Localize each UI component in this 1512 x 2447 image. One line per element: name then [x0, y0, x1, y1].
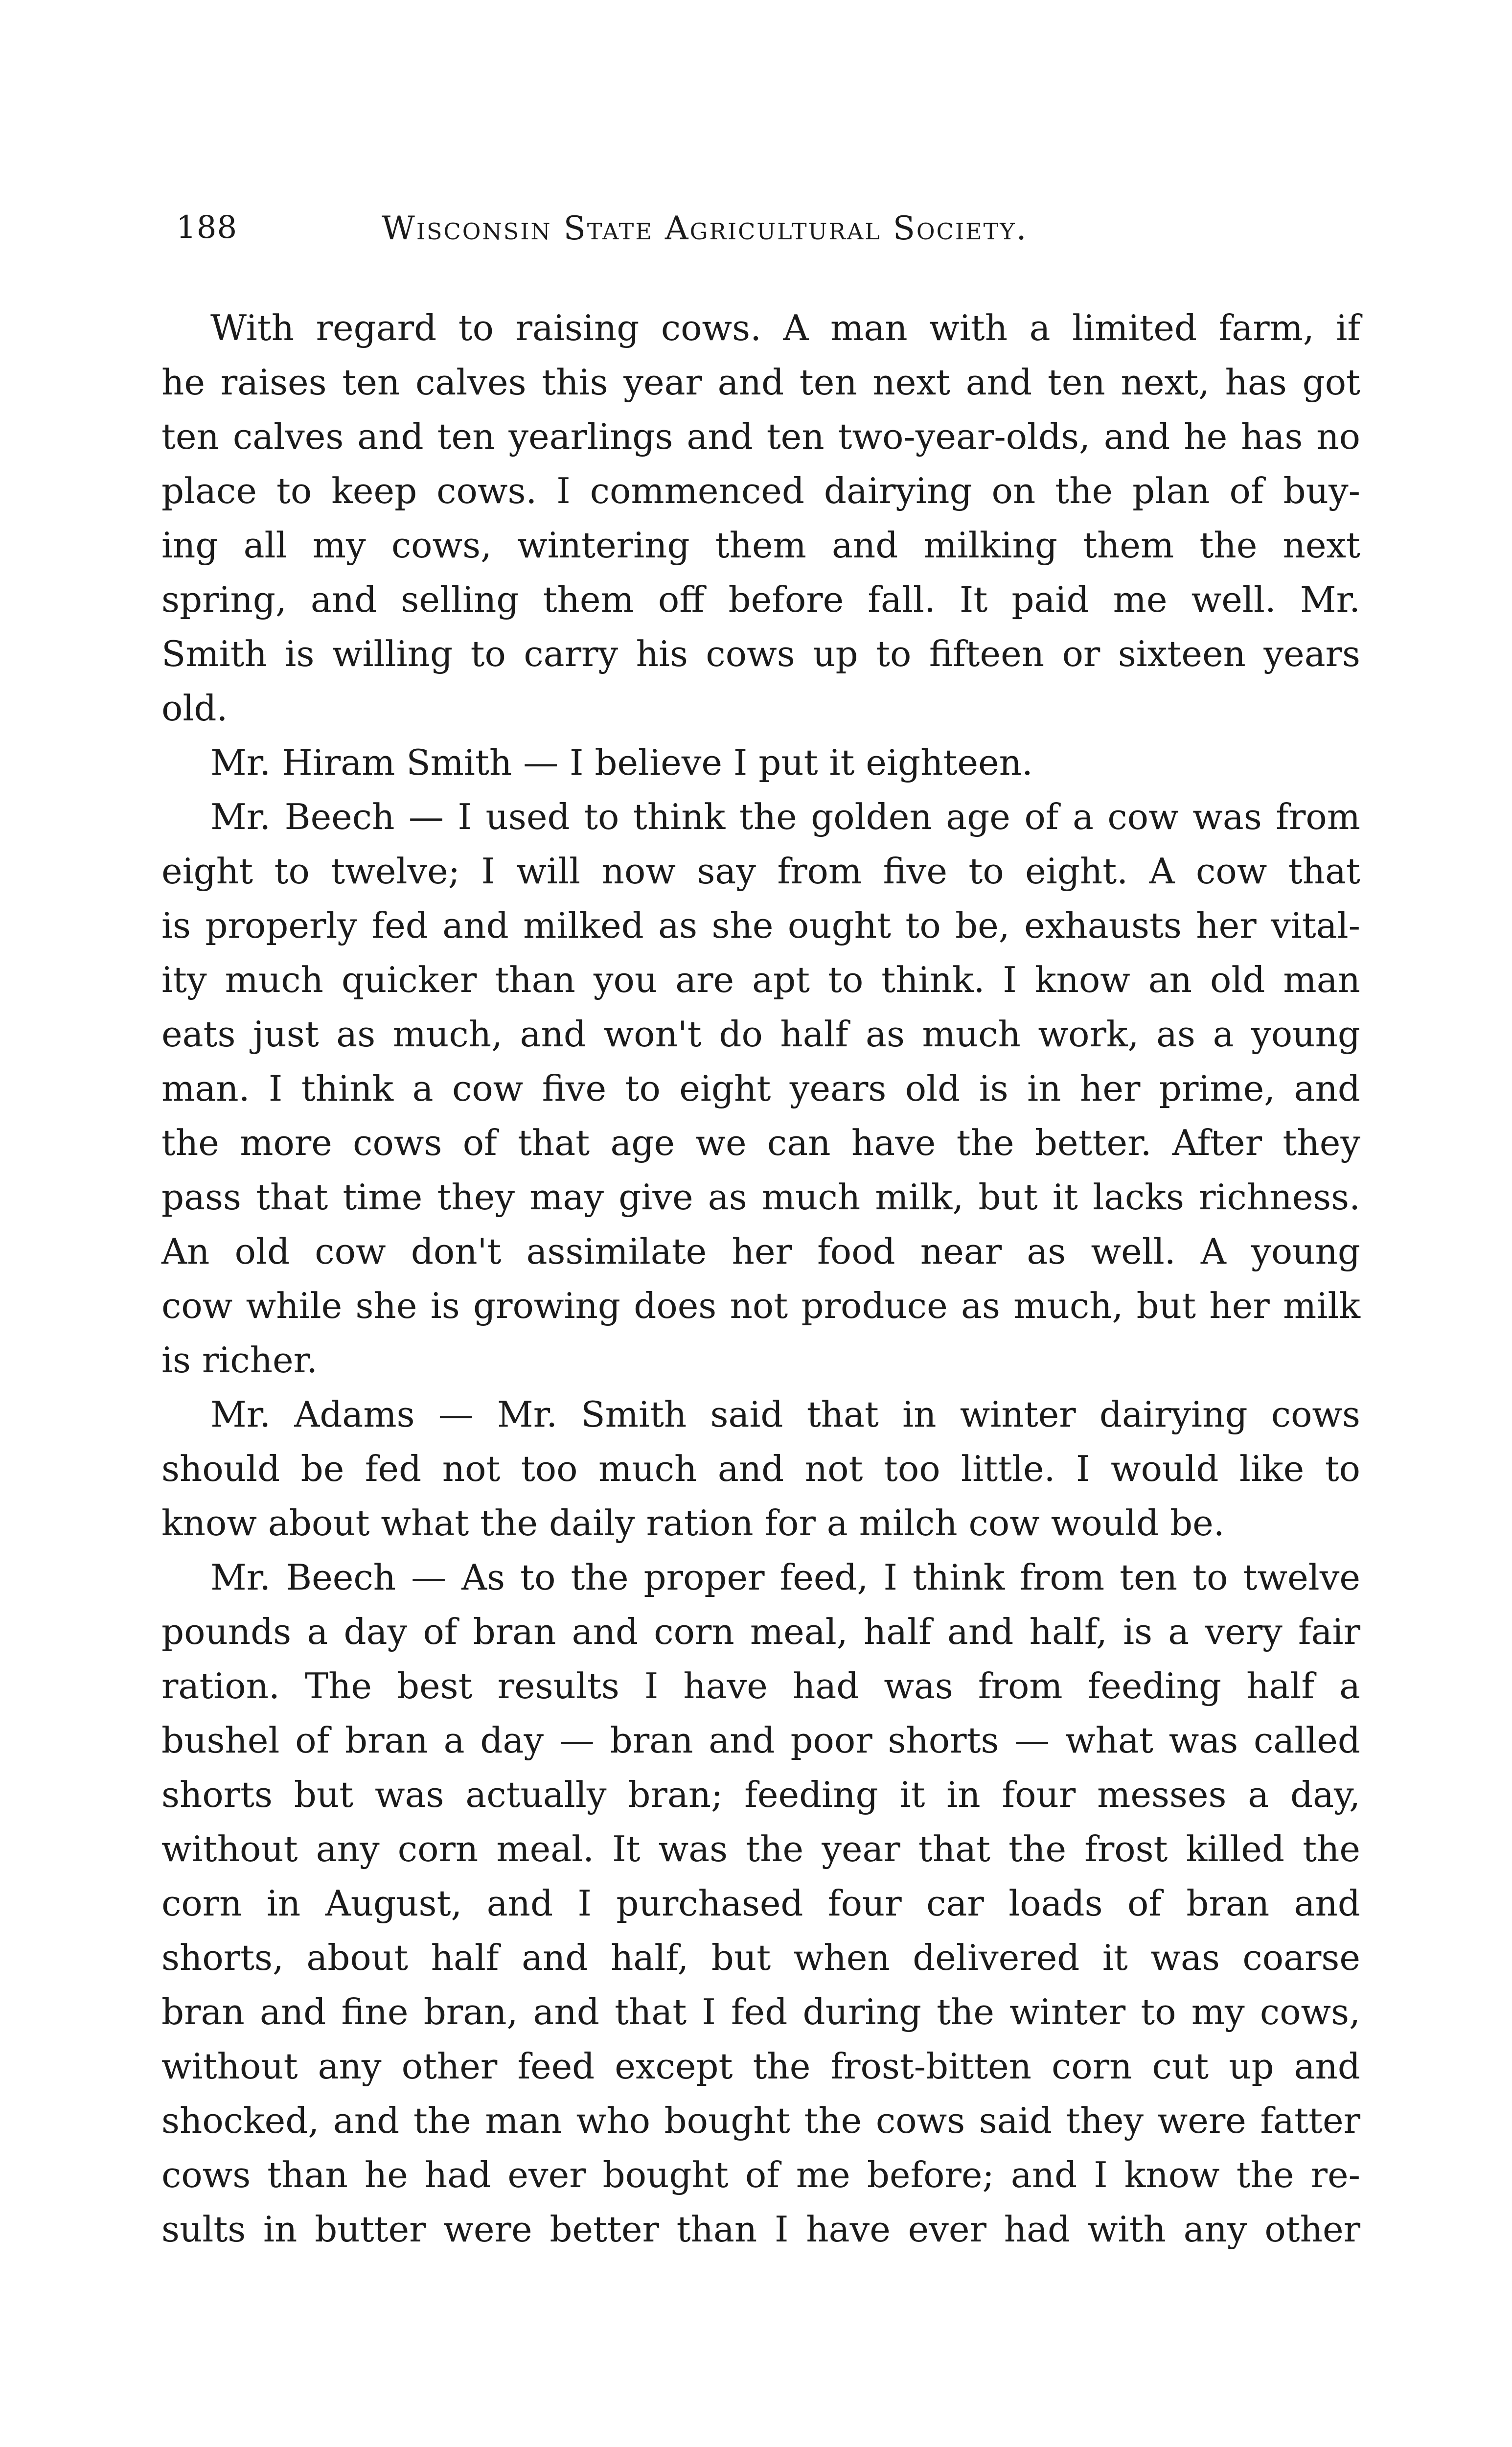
text-line: should be fed not too much and not too little. I would like to [161, 1448, 1360, 1489]
text-line: ing all my cows, wintering them and milking them the next [161, 525, 1360, 566]
text-line: Mr. Beech — As to the proper feed, I think from ten to twelve [210, 1557, 1360, 1598]
text-line: pass that time they may give as much milk, but it lacks richness. [161, 1177, 1360, 1218]
text-line: Mr. Adams — Mr. Smith said that in winter dairying cows [210, 1394, 1360, 1435]
text-line: ity much quicker than you are apt to think. I know an old man [161, 959, 1360, 1000]
text-line: the more cows of that age we can have the better. After they [161, 1122, 1360, 1163]
text-line: bran and fine bran, and that I fed during the winter to my cows, [161, 1991, 1360, 2032]
text-line: An old cow don't assimilate her food near as well. A young [161, 1231, 1360, 1272]
running-head: Wisconsin State Agricultural Society. [382, 209, 1028, 247]
text-line: man. I think a cow five to eight years old is in her prime, and [161, 1068, 1360, 1109]
text-line: know about what the daily ration for a milch cow would be. [161, 1502, 1225, 1544]
text-line: is richer. [161, 1339, 318, 1381]
text-line: ten calves and ten yearlings and ten two-year-olds, and he has no [161, 416, 1360, 457]
text-line: without any other feed except the frost-bitten corn cut up and [161, 2046, 1360, 2087]
text-line: eats just as much, and won't do half as much work, as a young [161, 1014, 1360, 1055]
text-line: pounds a day of bran and corn meal, half and half, is a very fair [161, 1611, 1360, 1652]
text-line: without any corn meal. It was the year that the frost killed the [161, 1828, 1360, 1870]
text-line: place to keep cows. I commenced dairying on the plan of buy- [161, 470, 1360, 511]
text-line: Mr. Hiram Smith — I believe I put it eighteen. [210, 742, 1033, 783]
text-line: Mr. Beech — I used to think the golden age of a cow was from [210, 796, 1360, 837]
text-line: shorts, about half and half, but when delivered it was coarse [161, 1937, 1360, 1978]
text-line: is properly fed and milked as she ought to be, exhausts her vital- [161, 905, 1360, 946]
text-line: sults in butter were better than I have ever had with any other [161, 2209, 1360, 2250]
text-line: cows than he had ever bought of me before; and I know the re- [161, 2154, 1360, 2195]
text-line: bushel of bran a day — bran and poor shorts — what was called [161, 1720, 1360, 1761]
text-line: shocked, and the man who bought the cows said they were fatter [161, 2100, 1360, 2141]
text-line: ration. The best results I have had was from feeding half a [161, 1665, 1360, 1707]
body-text [161, 301, 1360, 2257]
text-line: old. [161, 688, 228, 729]
page-number: 188 [176, 209, 238, 246]
text-line: he raises ten calves this year and ten next and ten next, has got [161, 362, 1360, 403]
text-line: corn in August, and I purchased four car loads of bran and [161, 1883, 1360, 1924]
text-line: eight to twelve; I will now say from five to eight. A cow that [161, 851, 1360, 892]
page-header [176, 201, 1360, 259]
text-line: Smith is willing to carry his cows up to fifteen or sixteen years [161, 633, 1360, 674]
text-line: cow while she is growing does not produce as much, but her milk [161, 1285, 1360, 1326]
text-line: spring, and selling them off before fall. It paid me well. Mr. [161, 579, 1360, 620]
text-line: shorts but was actually bran; feeding it in four messes a day, [161, 1774, 1360, 1815]
text-line: With regard to raising cows. A man with a limited farm, if [210, 307, 1360, 348]
